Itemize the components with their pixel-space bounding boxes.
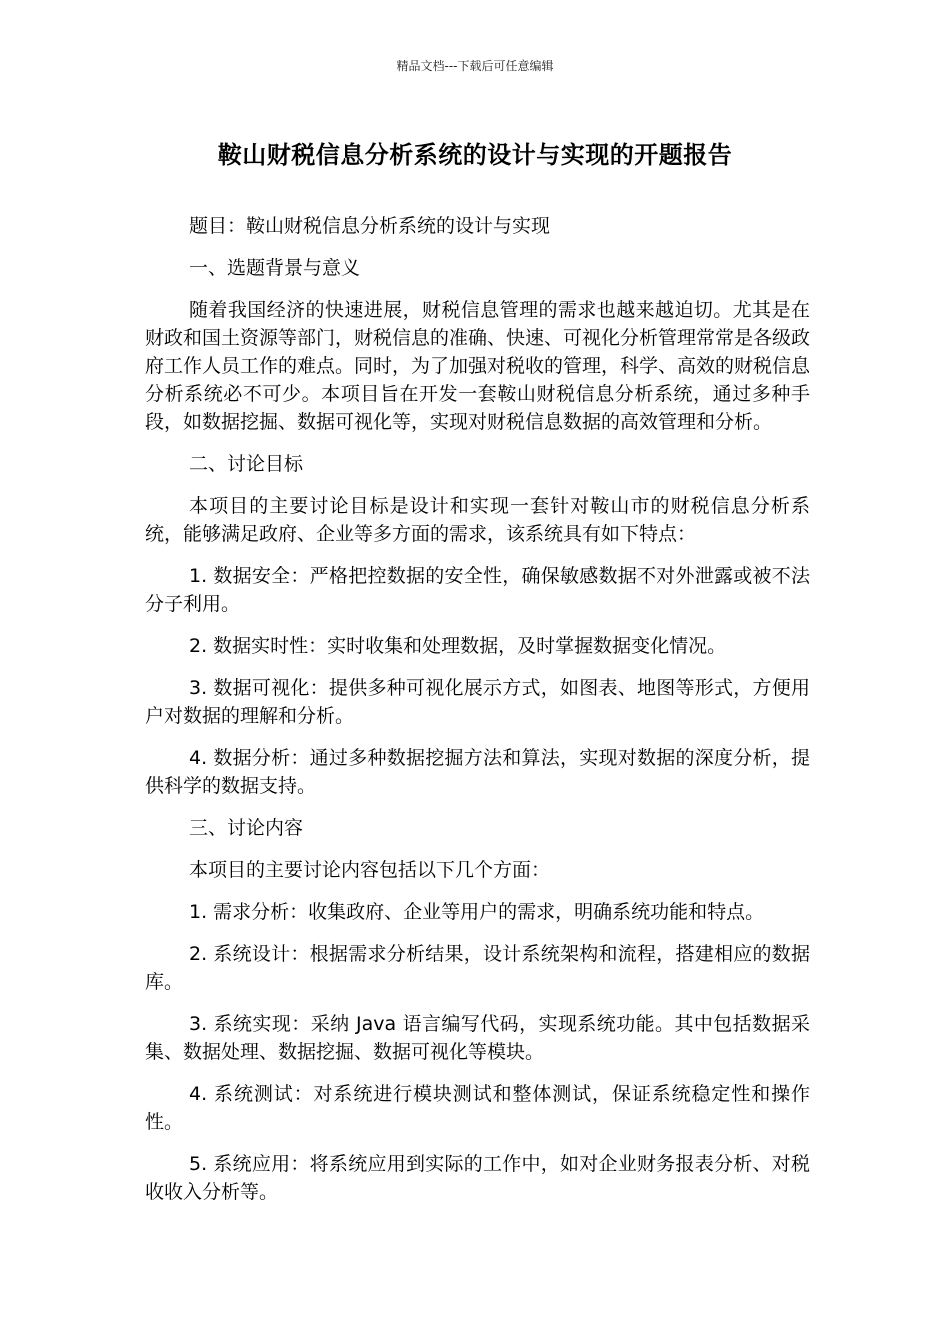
page-header: 精品文档---下载后可任意编辑 [396, 59, 554, 73]
goal-item-visualization: 3. 数据可视化：提供多种可视化展示方式，如图表、地图等形式，方便用户对数据的理解和分析。 [145, 677, 810, 727]
topic-line: 题目：鞍山财税信息分析系统的设计与实现 [189, 215, 551, 237]
content-item-requirements: 1. 需求分析：收集政府、企业等用户的需求，明确系统功能和特点。 [189, 901, 765, 923]
paragraph-content-intro: 本项目的主要讨论内容包括以下几个方面： [189, 859, 551, 881]
document-title: 鞍山财税信息分析系统的设计与实现的开题报告 [217, 141, 733, 169]
goal-item-analysis: 4. 数据分析：通过多种数据挖掘方法和算法，实现对数据的深度分析，提供科学的数据支持。 [145, 747, 810, 797]
content-item-testing: 4. 系统测试：对系统进行模块测试和整体测试，保证系统稳定性和操作性。 [145, 1083, 810, 1133]
section-heading-goals: 二、讨论目标 [189, 453, 304, 475]
section-heading-background: 一、选题背景与意义 [189, 257, 361, 279]
paragraph-background: 随着我国经济的快速进展，财税信息管理的需求也越来越迫切。尤其是在财政和国土资源等部门，财税信息的准确、快速、可视化分析管理常常是各级政府工作人员工作的难点。同时，为了加强对税收的管理，科学、高效的财税信息分析系统必不可少。本项目旨在开发一套鞍山财税信息分析系统，通过多种手段，如数据挖掘、数据可视化等，实现对财税信息数据的高效管理和分析。 [145, 299, 811, 433]
goal-item-security: 1. 数据安全：严格把控数据的安全性，确保敏感数据不对外泄露或被不法分子利用。 [145, 565, 810, 615]
goal-item-realtime: 2. 数据实时性：实时收集和处理数据，及时掌握数据变化情况。 [189, 635, 727, 657]
document-body [145, 212, 810, 1220]
content-item-application: 5. 系统应用：将系统应用到实际的工作中，如对企业财务报表分析、对税收收入分析等。 [145, 1153, 810, 1203]
section-heading-content: 三、讨论内容 [189, 817, 304, 839]
content-item-implementation: 3. 系统实现：采纳 Java 语言编写代码，实现系统功能。其中包括数据采集、数据处理、数据挖掘、数据可视化等模块。 [145, 1013, 810, 1063]
paragraph-goals-intro: 本项目的主要讨论目标是设计和实现一套针对鞍山市的财税信息分析系统，能够满足政府、企业等多方面的需求，该系统具有如下特点： [145, 495, 810, 545]
content-item-design: 2. 系统设计：根据需求分析结果，设计系统架构和流程，搭建相应的数据库。 [145, 943, 810, 993]
